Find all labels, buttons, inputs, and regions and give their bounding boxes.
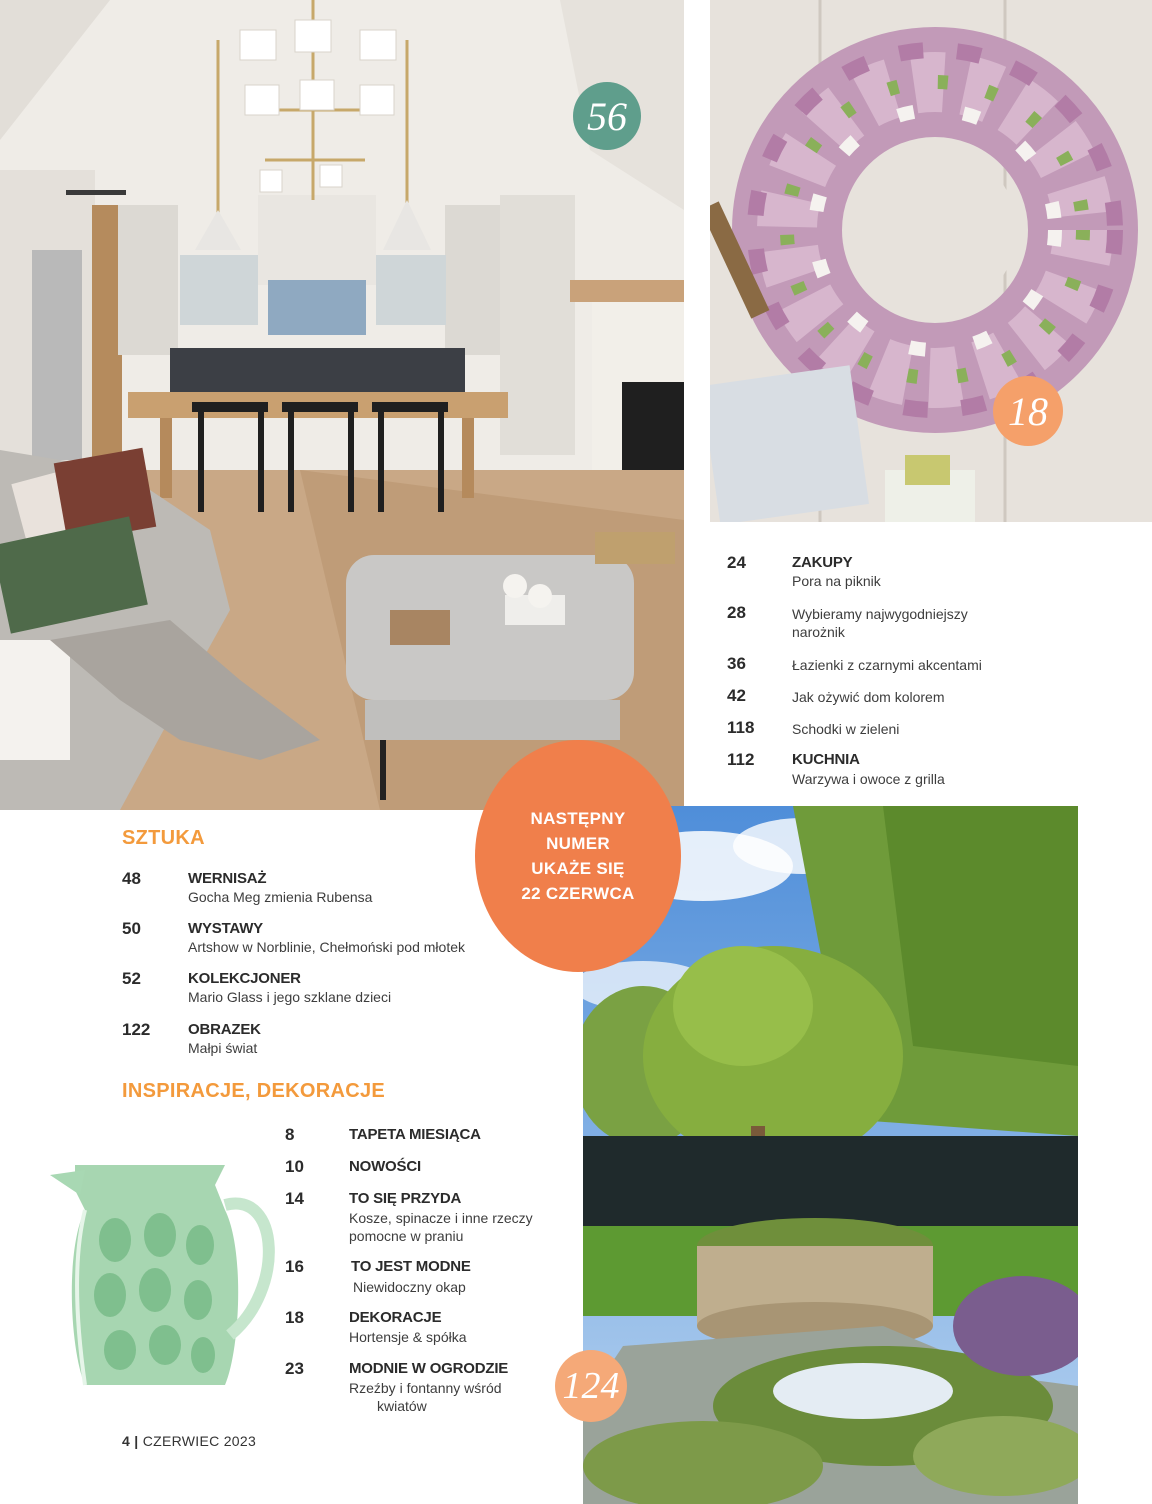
toc-number: 8 — [285, 1125, 295, 1144]
next-issue-line: 22 CZERWCA — [521, 884, 635, 903]
toc-subtitle: Małpi świat — [188, 1040, 258, 1056]
flower-wreath-photo — [710, 0, 1152, 522]
toc-number: 24 — [727, 553, 746, 572]
section-heading: SZTUKA — [122, 827, 205, 849]
toc-number: 118 — [727, 718, 755, 737]
page-footer — [122, 1433, 256, 1449]
toc-number: 14 — [285, 1189, 304, 1208]
toc-subtitle: Gocha Meg zmienia Rubensa — [188, 889, 373, 905]
toc-number: 50 — [122, 919, 141, 938]
footer-separator: | — [134, 1433, 139, 1449]
toc-subtitle: kwiatów — [377, 1398, 427, 1414]
toc-number: 42 — [727, 686, 746, 705]
green-pitcher-image — [40, 1150, 280, 1400]
toc-subtitle: Hortensje & spółka — [349, 1329, 467, 1345]
toc-number: 18 — [285, 1308, 304, 1327]
toc-subtitle: Łazienki z czarnymi akcentami — [792, 657, 982, 673]
section-heading: INSPIRACJE, DEKORACJE — [122, 1080, 386, 1102]
page-number: 4 — [122, 1433, 131, 1449]
toc-title: KUCHNIA — [792, 751, 860, 768]
toc-title: NOWOŚCI — [349, 1158, 421, 1175]
toc-number: 112 — [727, 750, 755, 769]
toc-subtitle: Pora na piknik — [792, 573, 881, 589]
toc-subtitle: Schodki w zieleni — [792, 721, 900, 737]
toc-number: 23 — [285, 1359, 304, 1378]
toc-number: 122 — [122, 1020, 151, 1039]
toc-title: OBRAZEK — [188, 1021, 261, 1038]
toc-subtitle: Artshow w Norblinie, Chełmoński pod młotek — [188, 939, 465, 955]
toc-number: 28 — [727, 603, 746, 622]
toc-subtitle: Niewidoczny okap — [353, 1279, 466, 1295]
toc-title: TAPETA MIESIĄCA — [349, 1126, 481, 1143]
next-issue-circle — [475, 740, 681, 972]
toc-subtitle: Rzeźby i fontanny wśród — [349, 1380, 502, 1396]
toc-subtitle: Kosze, spinacze i inne rzeczy — [349, 1210, 533, 1226]
page-badge-18: 18 — [993, 376, 1063, 446]
page-badge-124: 124 — [555, 1350, 627, 1422]
next-issue-line: NUMER — [546, 834, 610, 853]
toc-title: DEKORACJE — [349, 1309, 442, 1326]
issue-label: CZERWIEC 2023 — [142, 1433, 257, 1449]
toc-number: 16 — [285, 1257, 304, 1276]
toc-subtitle: Warzywa i owoce z grilla — [792, 771, 945, 787]
toc-number: 10 — [285, 1157, 304, 1176]
toc-title: ZAKUPY — [792, 554, 853, 571]
next-issue-line: UKAŻE SIĘ — [531, 859, 625, 878]
page-badge-56: 56 — [573, 82, 641, 150]
toc-subtitle: Jak ożywić dom kolorem — [792, 689, 945, 705]
toc-title: TO JEST MODNE — [351, 1258, 471, 1275]
toc-title: WYSTAWY — [188, 920, 263, 937]
toc-subtitle: narożnik — [792, 624, 845, 640]
toc-title: TO SIĘ PRZYDA — [349, 1190, 462, 1207]
toc-title: WERNISAŻ — [188, 870, 267, 887]
toc-title: KOLEKCJONER — [188, 970, 301, 987]
toc-subtitle: Mario Glass i jego szklane dzieci — [188, 989, 392, 1005]
next-issue-line: NASTĘPNY — [530, 809, 626, 828]
toc-subtitle: pomocne w praniu — [349, 1228, 464, 1244]
toc-subtitle: Wybieramy najwygodniejszy — [792, 606, 968, 622]
toc-number: 48 — [122, 869, 141, 888]
toc-number: 36 — [727, 654, 746, 673]
toc-title: MODNIE W OGRODZIE — [349, 1360, 509, 1377]
toc-number: 52 — [122, 969, 141, 988]
